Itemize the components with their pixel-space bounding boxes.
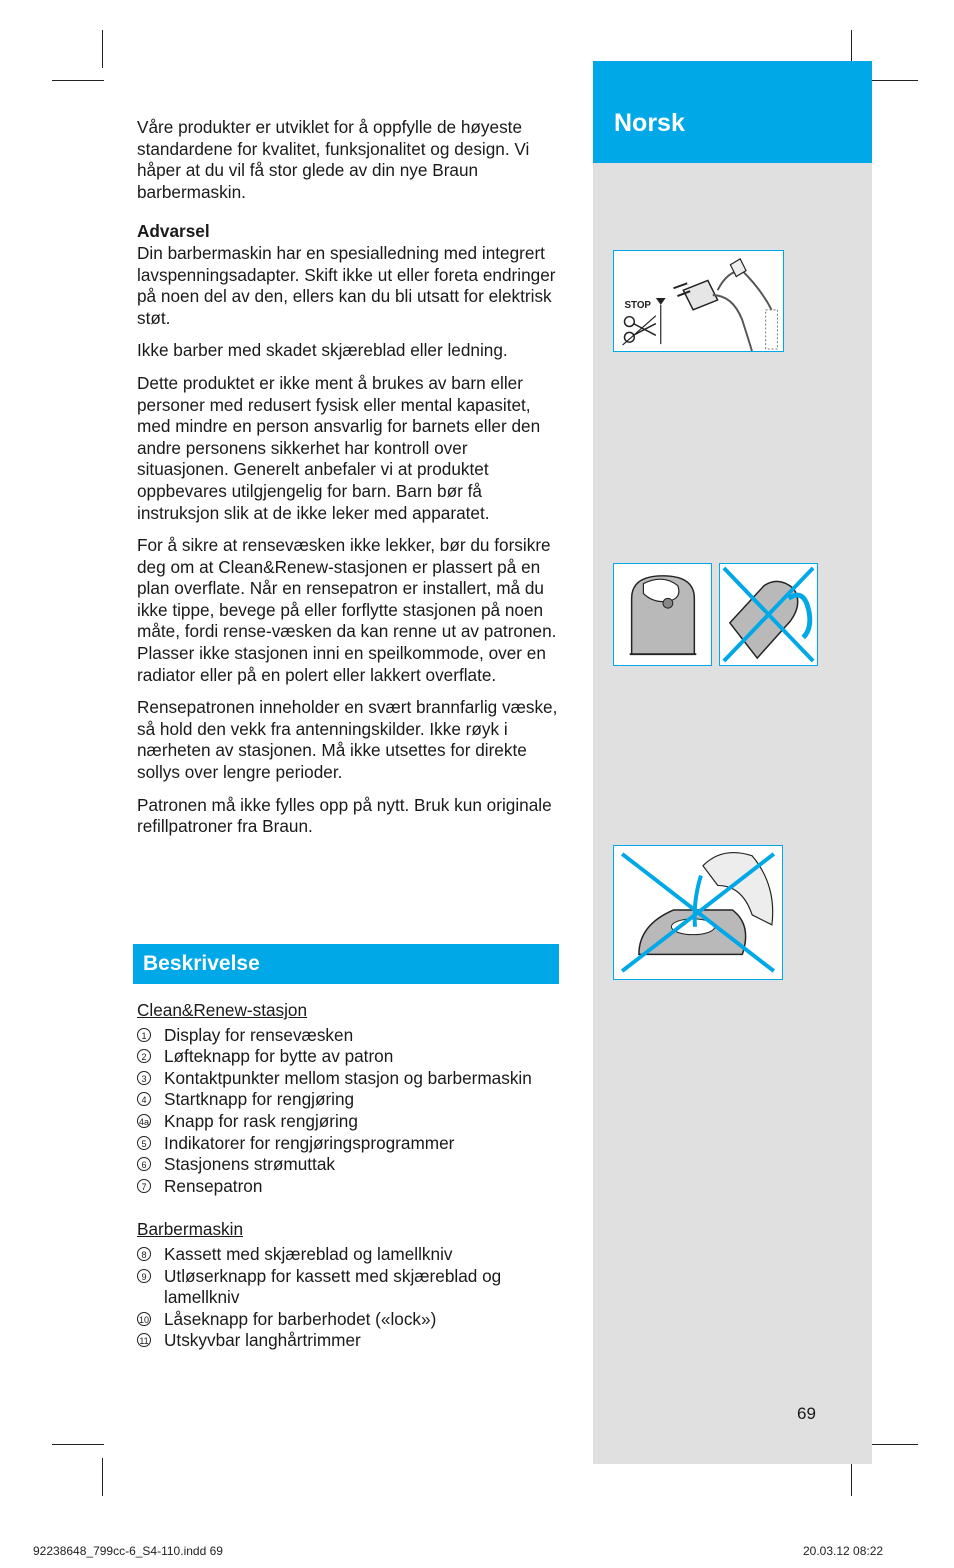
station-tipped-illustration (720, 564, 817, 665)
shaver-heading: Barbermaskin (137, 1219, 244, 1240)
station-tipped-figure (719, 563, 818, 666)
crop-mark (102, 30, 103, 68)
list-item (137, 1111, 562, 1133)
item-number-icon: 11 (137, 1333, 151, 1347)
crop-mark (52, 1444, 104, 1445)
list-item (137, 1089, 562, 1111)
list-item (137, 1046, 562, 1068)
item-label: Kassett med skjæreblad og lamellkniv (164, 1243, 453, 1264)
item-label: Rensepatron (164, 1175, 263, 1196)
warning-paragraph-2: Ikke barber med skadet skjæreblad eller ledning. (137, 340, 508, 361)
item-number-icon: 1 (137, 1028, 151, 1042)
item-label: Utløserknapp for kassett med skjæreblad og lamellkniv (164, 1265, 502, 1308)
description-list (137, 1000, 562, 1374)
footer-file-info: 92238648_799cc-6_S4-110.indd 69 (33, 1544, 223, 1558)
crop-mark (866, 80, 918, 81)
warning-paragraph-5: Rensepatronen inneholder en svært brannfarlig væske, så hold den vekk fra antenningskilder. Ikke røyk i nærheten av stasjonen. Må ikke utsettes for direkte sollys over lengre perioder. (137, 697, 558, 783)
crop-mark (102, 1458, 103, 1496)
item-label: Løfteknapp for bytte av patron (164, 1046, 394, 1067)
station-items (137, 1025, 562, 1198)
list-item (137, 1176, 562, 1198)
warning-paragraph-4: For å sikre at rensevæsken ikke lekker, bør du forsikre deg om at Clean&Renew-stasjonen er plassert på en plan overflate. Når en rensepatron er installert, må du ikke tippe, bevege på eller forflytte stasjonen på noen måte, fordi rense-væsken da kan renne ut av patronen. Plasser ikke stasjonen inni en speilkommode, over en radiator eller på en polert eller lakkert overflate. (137, 535, 557, 685)
list-item (137, 1309, 562, 1331)
item-label: Display for rensevæsken (164, 1024, 354, 1045)
item-number-icon: 3 (137, 1071, 151, 1085)
no-refill-figure (613, 845, 783, 980)
item-number-icon: 6 (137, 1157, 151, 1171)
item-label: Utskyvbar langhårtrimmer (164, 1330, 361, 1351)
crop-mark (866, 1444, 918, 1445)
cable-warning-figure (613, 250, 784, 352)
intro-paragraph: Våre produkter er utviklet for å oppfylle de høyeste standardene for kvalitet, funksjonalitet og design. Vi håper at du vil få stor glede av din nye Braun barbermaskin. (137, 117, 530, 202)
item-number-icon: 9 (137, 1269, 151, 1283)
item-label: Startknapp for rengjøring (164, 1089, 355, 1110)
warning-heading: Advarsel (137, 221, 210, 242)
warning-paragraph-1: Din barbermaskin har en spesialledning med integrert lavspenningsadapter. Skift ikke ut eller foreta endringer på noen del av den, ellers kan du bli utsatt for elektrisk støt. (137, 242, 556, 328)
item-number-icon: 7 (137, 1179, 151, 1193)
footer-date: 20.03.12 08:22 (803, 1544, 884, 1558)
page-number: 69 (797, 1404, 816, 1423)
item-number-icon: 8 (137, 1247, 151, 1261)
no-refill-illustration (614, 846, 782, 979)
language-title: Norsk (614, 109, 685, 137)
warning-paragraph-6: Patronen må ikke fylles opp på nytt. Bruk kun originale refillpatroner fra Braun. (137, 794, 552, 837)
item-number-icon: 4a (137, 1114, 151, 1128)
item-label: Knapp for rask rengjøring (164, 1110, 358, 1131)
station-upright-figure (613, 563, 712, 666)
list-item (137, 1025, 562, 1047)
stop-label: STOP (624, 299, 651, 311)
list-item (137, 1266, 562, 1309)
language-header (593, 61, 872, 163)
item-label: Stasjonens strømuttak (164, 1154, 335, 1175)
list-item (137, 1154, 562, 1176)
list-item (137, 1244, 562, 1266)
list-item (137, 1330, 562, 1352)
warning-paragraph-3: Dette produktet er ikke ment å brukes av barn eller personer med redusert fysisk eller mental kapasitet, med mindre en person ansvarlig for barnets eller den andre personens sikkerhet har kontroll over situasjonen. Generelt anbefaler vi at produktet oppbevares utilgjengelig for barn. Barn bør få instruksjon slik at de ikke leker med apparatet. (137, 372, 541, 523)
warning-text-column (137, 117, 562, 849)
crop-mark (52, 80, 104, 81)
item-label: Låseknapp for barberhodet («lock») (164, 1308, 437, 1329)
item-number-icon: 10 (137, 1312, 151, 1326)
item-number-icon: 5 (137, 1136, 151, 1150)
station-upright-illustration (614, 564, 711, 665)
list-item (137, 1068, 562, 1090)
shaver-items (137, 1244, 562, 1352)
item-label: Indikatorer for rengjøringsprogrammer (164, 1132, 455, 1153)
station-heading: Clean&Renew-stasjon (137, 1000, 308, 1020)
item-number-icon: 2 (137, 1049, 151, 1063)
list-item (137, 1133, 562, 1155)
section-title-beskrivelse: Beskrivelse (133, 944, 559, 984)
item-label: Kontaktpunkter mellom stasjon og barbermaskin (164, 1067, 532, 1088)
plug-cable-illustration (614, 251, 783, 351)
item-number-icon: 4 (137, 1092, 151, 1106)
